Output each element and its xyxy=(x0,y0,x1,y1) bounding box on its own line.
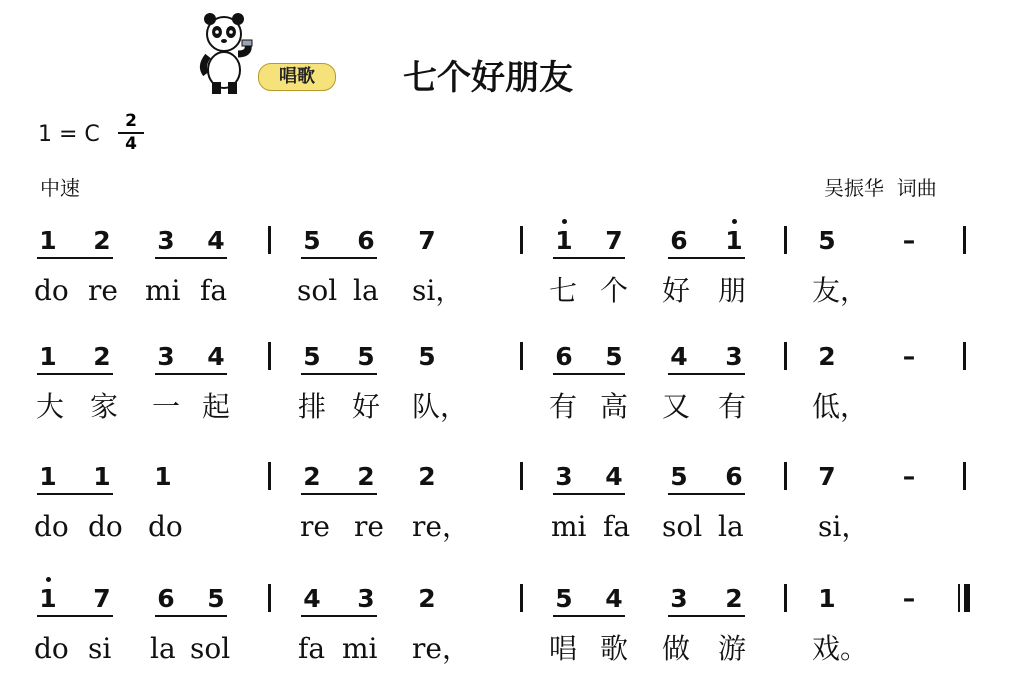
score-row-4 xyxy=(0,584,1010,674)
lyric: do xyxy=(34,632,69,665)
bar-line xyxy=(268,584,271,612)
note: 4 xyxy=(605,462,623,491)
note: 7 xyxy=(93,584,111,613)
underline xyxy=(301,257,377,259)
lyric: la xyxy=(718,510,744,543)
song-title: 七个好朋友 xyxy=(403,58,573,98)
note: – xyxy=(902,226,916,255)
note: 5 xyxy=(357,342,375,371)
note: 4 xyxy=(303,584,321,613)
lyric: mi xyxy=(551,510,587,543)
note: 1 xyxy=(37,584,59,614)
lyric: 家 xyxy=(90,390,119,423)
underline xyxy=(553,493,625,495)
note: 5 xyxy=(207,584,225,613)
lyric: 朋 xyxy=(718,274,747,307)
lyric: fa xyxy=(298,632,326,665)
bar-line xyxy=(784,584,787,612)
lyric: re xyxy=(354,510,384,543)
note: 4 xyxy=(207,226,225,255)
credits: 吴振华 词曲 xyxy=(824,176,937,200)
note: 4 xyxy=(207,342,225,371)
lyric: sol xyxy=(662,510,703,543)
note: 2 xyxy=(418,462,436,491)
underline xyxy=(37,257,113,259)
bar-line xyxy=(963,226,966,254)
time-bottom: 4 xyxy=(125,134,137,154)
score-row-1 xyxy=(0,226,1010,316)
note: 1 xyxy=(39,342,57,371)
note: 5 xyxy=(605,342,623,371)
underline xyxy=(668,615,745,617)
underline xyxy=(301,493,377,495)
bar-line xyxy=(268,462,271,490)
lyric: fa xyxy=(200,274,228,307)
lyric: fa xyxy=(603,510,631,543)
note: 2 xyxy=(93,226,111,255)
note: 3 xyxy=(670,584,688,613)
note: 1 xyxy=(93,462,111,491)
high-octave-dot xyxy=(562,219,567,224)
underline xyxy=(553,615,625,617)
note: 3 xyxy=(157,226,175,255)
lyric: 歌 xyxy=(600,632,629,665)
note: 1 xyxy=(39,226,57,255)
lyric: 友， xyxy=(812,274,869,307)
underline xyxy=(155,373,227,375)
bar-line xyxy=(784,462,787,490)
bar-line xyxy=(963,342,966,370)
lyric: 大 xyxy=(36,390,65,423)
lyric: 游 xyxy=(718,632,747,665)
lyric: do xyxy=(34,274,69,307)
lyric: 唱 xyxy=(549,632,578,665)
time-top: 2 xyxy=(125,111,137,131)
note: 7 xyxy=(418,226,436,255)
note: – xyxy=(902,342,916,371)
underline xyxy=(301,615,377,617)
note: 1 xyxy=(39,462,57,491)
score-row-2 xyxy=(0,342,1010,432)
key-signature: 1 = C xyxy=(38,122,100,147)
note: 2 xyxy=(93,342,111,371)
lyric: mi xyxy=(145,274,181,307)
note: 3 xyxy=(157,342,175,371)
bar-line xyxy=(520,462,523,490)
note: 6 xyxy=(725,462,743,491)
note: 2 xyxy=(725,584,743,613)
lyric: sol xyxy=(297,274,338,307)
underline xyxy=(553,373,625,375)
note: 5 xyxy=(670,462,688,491)
note: 2 xyxy=(357,462,375,491)
lyric: 又 xyxy=(662,390,691,423)
high-octave-dot xyxy=(46,577,51,582)
bar-line xyxy=(268,226,271,254)
lyric: re xyxy=(88,274,118,307)
bar-line xyxy=(520,584,523,612)
note: 6 xyxy=(357,226,375,255)
note: 7 xyxy=(605,226,623,255)
bar-line xyxy=(784,342,787,370)
note: 1 xyxy=(553,226,575,256)
lyric: 好 xyxy=(662,274,691,307)
note: – xyxy=(902,462,916,491)
final-bar-thick xyxy=(964,584,970,612)
note: 5 xyxy=(418,342,436,371)
lyric: sol xyxy=(190,632,231,665)
lyric: 做 xyxy=(662,632,691,665)
lyric: 戏。 xyxy=(812,632,869,665)
lyric: 高 xyxy=(600,390,629,423)
note: 2 xyxy=(418,584,436,613)
note: 5 xyxy=(303,342,321,371)
lyric: 队， xyxy=(412,390,469,423)
lyric: 有 xyxy=(549,390,578,423)
lyric: 好 xyxy=(352,390,381,423)
note: 5 xyxy=(555,584,573,613)
section-badge: 唱歌 xyxy=(258,63,336,91)
note: 5 xyxy=(818,226,836,255)
note: 6 xyxy=(670,226,688,255)
lyric: 有 xyxy=(718,390,747,423)
lyric: 个 xyxy=(600,274,629,307)
bar-line xyxy=(520,342,523,370)
note: 2 xyxy=(303,462,321,491)
score-row-3 xyxy=(0,462,1010,552)
bar-line xyxy=(268,342,271,370)
lyric: la xyxy=(353,274,379,307)
note: 6 xyxy=(555,342,573,371)
lyric: 七 xyxy=(549,274,578,307)
lyric: do xyxy=(148,510,183,543)
lyric: si xyxy=(88,632,112,665)
note: 3 xyxy=(555,462,573,491)
note: 1 xyxy=(818,584,836,613)
lyric: do xyxy=(88,510,123,543)
final-bar-thin xyxy=(958,584,960,612)
lyric: re xyxy=(300,510,330,543)
underline xyxy=(155,257,227,259)
note: 1 xyxy=(154,462,172,491)
lyric: re， xyxy=(412,510,470,543)
underline xyxy=(155,615,227,617)
lyric: 排 xyxy=(298,390,327,423)
panda-mascot xyxy=(198,10,258,96)
underline xyxy=(37,493,113,495)
note: 4 xyxy=(605,584,623,613)
underline xyxy=(37,615,113,617)
time-signature xyxy=(118,112,144,154)
note: 6 xyxy=(157,584,175,613)
lyric: 一 xyxy=(152,390,181,423)
note: 7 xyxy=(818,462,836,491)
high-octave-dot xyxy=(732,219,737,224)
underline xyxy=(553,257,625,259)
note: 3 xyxy=(357,584,375,613)
lyric: do xyxy=(34,510,69,543)
bar-line xyxy=(520,226,523,254)
lyric: si， xyxy=(818,510,870,543)
note: 2 xyxy=(818,342,836,371)
underline xyxy=(668,257,745,259)
lyric: re， xyxy=(412,632,470,665)
lyric: 低， xyxy=(812,390,869,423)
note: 4 xyxy=(670,342,688,371)
underline xyxy=(37,373,113,375)
lyric: si， xyxy=(412,274,464,307)
tempo-marking: 中速 xyxy=(40,176,80,200)
underline xyxy=(668,373,745,375)
note: 5 xyxy=(303,226,321,255)
lyric: mi xyxy=(342,632,378,665)
underline xyxy=(301,373,377,375)
note: 1 xyxy=(723,226,745,256)
bar-line xyxy=(963,462,966,490)
lyric: 起 xyxy=(202,390,231,423)
underline xyxy=(668,493,745,495)
lyric: la xyxy=(150,632,176,665)
note: 3 xyxy=(725,342,743,371)
note: – xyxy=(902,584,916,613)
bar-line xyxy=(784,226,787,254)
